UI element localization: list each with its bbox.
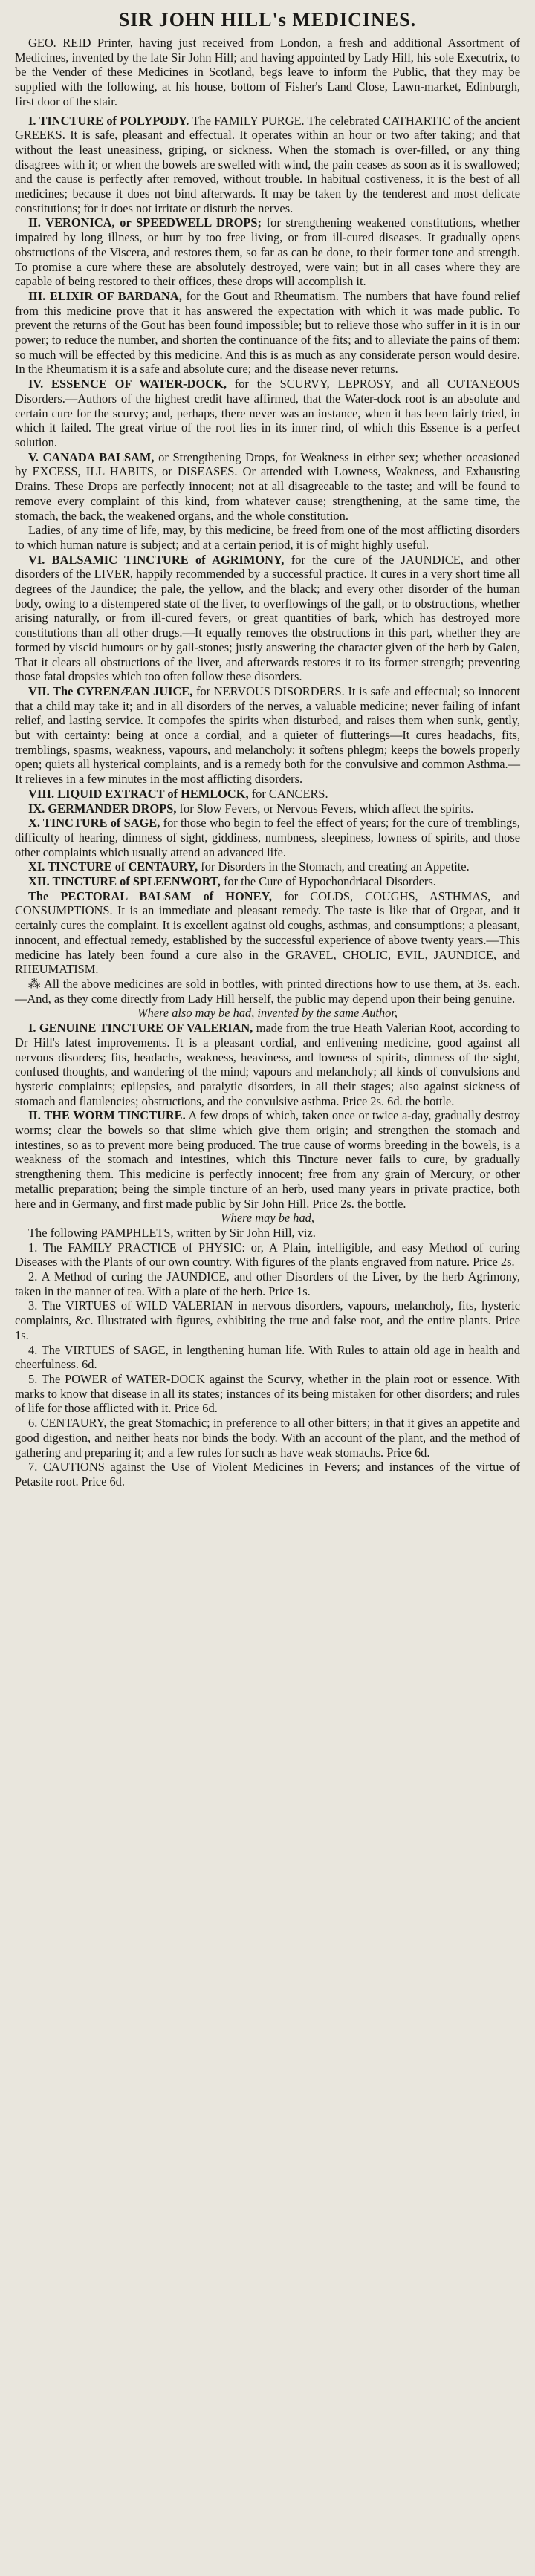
medicine-entry <box>15 816 520 859</box>
medicine-entry <box>15 859 520 874</box>
medicine-entry-text: for strengthening weakened constitutions, whether impaired by long illness, or hurt by too free living, or from ill-cured diseases. It gradually opens obstructions of the Viscera, and restores them, so far as can be done, to their former tone and strength. To promise a cure where these are absolutely destroyed, were vain; but in all cases where they are capable of being restored to their offices, these drops will accomplish it. <box>15 215 520 289</box>
medicine-entry-heading: I. TINCTURE of POLYPODY. <box>28 113 189 128</box>
pamphlet-entry: 3. The VIRTUES of WILD VALERIAN in nervous disorders, vapours, melancholy, fits, hysteric complaints, &c. Illustrated with figures, exhibiting the true and false root, and the entire plants. Price 1s. <box>15 1298 520 1342</box>
author-item-heading: II. THE WORM TINCTURE. <box>28 1108 186 1123</box>
medicine-entry-heading: XII. TINCTURE of SPLEENWORT, <box>28 874 221 889</box>
medicine-entry-text: for those who begin to feel the effect of years; for the cure of tremblings, difficulty of hearing, dimness of sight, giddiness, numbness, sleepiness, lowness of spirits, and those other complaints which usually attend an advanced life. <box>15 816 520 859</box>
author-item-heading: I. GENUINE TINCTURE OF VALERIAN, <box>28 1021 253 1035</box>
medicine-entry <box>15 787 520 801</box>
pamphlet-entry: 1. The FAMILY PRACTICE of PHYSIC: or, A Plain, intelligible, and easy Method of curing Diseases with the Plants of our own country. With figures of the plants engraved from nature. Price 2s. <box>15 1240 520 1269</box>
medicine-entry-text: for CANCERS. <box>251 786 328 801</box>
pamphlet-entry: 4. The VIRTUES of SAGE, in lengthening human life. With Rules to attain old age in health and cheerfulness. 6d. <box>15 1342 520 1372</box>
medicine-entry-heading: V. CANADA BALSAM, <box>28 449 155 464</box>
medicine-entry-text: for the SCURVY, LEPROSY, and all CUTANEOUS Disorders.—Authors of the highest credit have affirmed, that the Water-dock root is an absolute and certain cure for the scurvy; and, perhaps, there never was an instance, when it has been fairly tried, in which it failed. The great virtue of the root lies in its inner rind, of which this Essence is a perfect solution. <box>15 377 520 449</box>
medicine-entry-heading: III. ELIXIR OF BARDANA, <box>28 288 182 303</box>
author-item-text: A few drops of which, taken once or twice a-day, gradually destroy worms; clear the bowels so that slime which give them origin; and strengthen the stomach and intestines, so as to prevent more being produced. The true cause of worms breeding in the bowels, is a weakness of the stomach and intestines, which this Tincture never fails to cure, by gradually strengthening them. This medicine is perfectly innocent; free from any grain of Mercury, or other metallic preparation; being the simple tincture of an herb, used many years in private practice, both here and in Germany, and first made public by Sir John Hill. Price 2s. the bottle. <box>15 1108 520 1211</box>
medicine-entry <box>15 450 520 524</box>
medicine-entry <box>15 977 520 1006</box>
pamphlet-entry: 6. CENTAURY, the great Stomachic; in preference to all other bitters; in that it gives an appetite and good digestion, and neither heats nor binds the body. With an account of the plant, and the method of gathering and preparing it; and a few rules for such as have weak stomachs. Price 6d. <box>15 1416 520 1460</box>
advertisement-title: SIR JOHN HILL's MEDICINES. <box>118 9 417 30</box>
medicine-entry <box>15 377 520 450</box>
intro-paragraph: GEO. REID Printer, having just received from London, a fresh and additional Assortment of Medicines, invented by the late Sir John Hill; and having appointed by Lady Hill, his sole Executrix, to be the Vender of these Medicines in Scotland, begs leave to inform the Public, that they may be supplied with the following, at his house, bottom of Fisher's Land Close, Lawn-market, Edinburgh, first door of the stair. <box>15 36 520 108</box>
medicine-entry-heading: IX. GERMANDER DROPS, <box>28 801 177 816</box>
medicine-entry-heading: The PECTORAL BALSAM of HONEY, <box>28 888 272 903</box>
pamphlets-intro: The following PAMPHLETS, written by Sir John Hill, viz. <box>28 1225 316 1240</box>
medicine-entry-text: for NERVOUS DISORDERS. It is safe and effectual; so innocent that a child may take it; and in all disorders of the nerves, a valuable medicine; never failing of infant relief, and lasting service. It compofes the spirits when disturbed, and raises them when sunk, gently, but with certainty: being at once a cordial, and a quieter of flutterings—It cures headachs, fits, tremblings, spasms, weakness, vapours, and melancholy: it softens phlegm; keeps the bowels properly open; quiets all hysterical complaints, and is a remedy both for the convulsive and common Asthma.—It relieves in a few minutes in the most afflicting disorders. <box>15 683 520 787</box>
pamphlet-entry: 2. A Method of curing the JAUNDICE, and other Disorders of the Liver, by the herb Agrimony, taken in the manner of tea. With a plate of the herb. Price 1s. <box>15 1269 520 1298</box>
medicine-entry-text: or Strengthening Drops, for Weakness in either sex; whether occasioned by EXCESS, ILL HABITS, or DISEASES. Or attended with Lowness, Weakness, and Exhausting Drains. These Drops are perfectly innocent; not at all disagreeable to the taste; and will be found to remove every complaint of this kind, from whatever cause; strengthening, at the same time, the stomach, the back, the weakened organs, and the whole constitution. <box>15 449 520 523</box>
medicine-entry <box>15 889 520 977</box>
medicine-entry <box>15 684 520 787</box>
medicine-entry-text: ⁂ All the above medicines are sold in bottles, with printed directions how to use them, at 3s. each.—And, as they come directly from Lady Hill herself, the public may depend upon their being genuine. <box>15 977 520 1006</box>
medicine-entry-heading: IV. ESSENCE OF WATER-DOCK, <box>28 377 227 391</box>
medicine-entry <box>15 114 520 216</box>
author-item <box>15 1021 520 1108</box>
medicine-entry-text: for Disorders in the Stomach, and creating an Appetite. <box>201 859 470 874</box>
medicine-entry-heading: VIII. LIQUID EXTRACT of HEMLOCK, <box>28 786 249 801</box>
medicine-entry <box>15 215 520 289</box>
author-items-list <box>15 1021 520 1211</box>
author-item <box>15 1108 520 1211</box>
medicine-entry-heading: VI. BALSAMIC TINCTURE of AGRIMONY, <box>28 552 285 567</box>
pamphlet-entry: 7. CAUTIONS against the Use of Violent Medicines in Fevers; and instances of the virtue of Petasite root. Price 6d. <box>15 1460 520 1489</box>
medicine-entry-text: for Slow Fevers, or Nervous Fevers, which affect the spirits. <box>179 801 474 816</box>
medicine-entry-text: for COLDS, COUGHS, ASTHMAS, and CONSUMPTIONS. It is an immediate and pleasant remedy. The taste is like that of Orgeat, and it certainly cures the complaint. It is excellent against old coughs, asthmas, and consumptions; a pleasant, innocent, and effectual remedy, established by the successful experience of above twenty years.—This medicine has lately been found a cure also in the GRAVEL, CHOLIC, EVIL, JAUNDICE, and RHEUMATISM. <box>15 888 520 977</box>
medicine-entry-text: for the cure of the JAUNDICE, and other disorders of the LIVER, happily recommended by a successful practice. It cures in a very short time all degrees of the Jaundice; the pale, the yellow, and the black; and every other disorder of the human body, owing to a distempered state of the liver, to overflowings of the gall, or to obstructions, whether arising naturally, or from ill-cured fevers, or great quantities of bark, which has destroyed more constitutions than all other drugs.—It equally removes the obstructions in this part, whether they are formed by viscid humours or by gall-stones; justly answering the character given of the herb by Galen, That it clears all obstructions of the liver, and afterwards restores it to its former strength; preventing those fatal dropsies which too often follow these disorders. <box>15 552 520 684</box>
medicine-entry <box>15 289 520 377</box>
medicine-entry-heading: X. TINCTURE of SAGE, <box>28 816 160 830</box>
author-item-text: made from the true Heath Valerian Root, according to Dr Hill's latest improvements. It is a pleasant cordial, and enlivening medicine, good against all nervous disorders; fits, headachs, weakness, heaviness, and lowness of spirits, dimness of the sight, confused thoughts, and wandering of the mind; vapours and melancholy; all kinds of convulsions and hysteric complaints; epilepsies, and paralytic disorders, in all their stages; also against sickness of stomach and flatulencies; obstructions, and the convulsive asthma. Price 2s. 6d. the bottle. <box>15 1021 520 1108</box>
medicine-entry-heading: XI. TINCTURE of CENTAURY, <box>28 859 198 874</box>
medicine-entry-text: for the Gout and Rheumatism. The numbers that have found relief from this medicine prove that it has answered the expectation with which it was made public. To prevent the returns of the Gout has been found impossible; but to relieve those who suffer in it is in our power; to reduce the number, and shorten the continuance of the fits; and to alleviate the pains of them: so much will be effected by this medicine. And this is as much as any considerate person would desire. In the Rheumatism it is a safe and absolute cure; and the disease never returns. <box>15 288 520 377</box>
pamphlets-note: Where may be had, <box>221 1211 314 1226</box>
medicine-entry <box>15 553 520 684</box>
medicine-entry <box>15 801 520 816</box>
pamphlet-entry: 5. The POWER of WATER-DOCK against the Scurvy, whether in the plain root or essence. With marks to know that disease in all its states; instances of its being mistaken for other disorders; and rules of life for those afflicted with it. Price 6d. <box>15 1371 520 1416</box>
medicine-entry-heading: II. VERONICA, or SPEEDWELL DROPS; <box>28 215 262 230</box>
pamphlet-list <box>15 1240 520 1489</box>
medicine-entry-text: The FAMILY PURGE. The celebrated CATHARTIC of the ancient GREEKS. It is safe, pleasant and effectual. It operates within an hour or two after taking; and that without the least uneasiness, griping, or sickness. When the stomach is over-filled, or any thing disagrees with it; or when the bowels are swelled with wind, the pain ceases as soon as it is swallowed; and the cause is perfectly after removed, without trouble. In habitual costiveness, it is the best of all medicines; because it does not bind afterwards. It may be taken by the tenderest and most delicate constitutions; for it does not irritate or disturb the nerves. <box>15 113 521 215</box>
medicine-list <box>15 114 520 1006</box>
medicine-entry-text: for the Cure of Hypochondriacal Disorders. <box>223 874 436 889</box>
medicine-entry-text: Ladies, of any time of life, may, by this medicine, be freed from one of the most afflicting disorders to which human nature is subject; and at a certain period, it is of might highly useful. <box>15 523 520 552</box>
medicine-entry <box>15 523 520 552</box>
author-note: Where also may be had, invented by the same Author, <box>137 1006 398 1021</box>
medicine-entry <box>15 874 520 889</box>
medicine-entry-heading: VII. The CYRENÆAN JUICE, <box>28 683 193 698</box>
